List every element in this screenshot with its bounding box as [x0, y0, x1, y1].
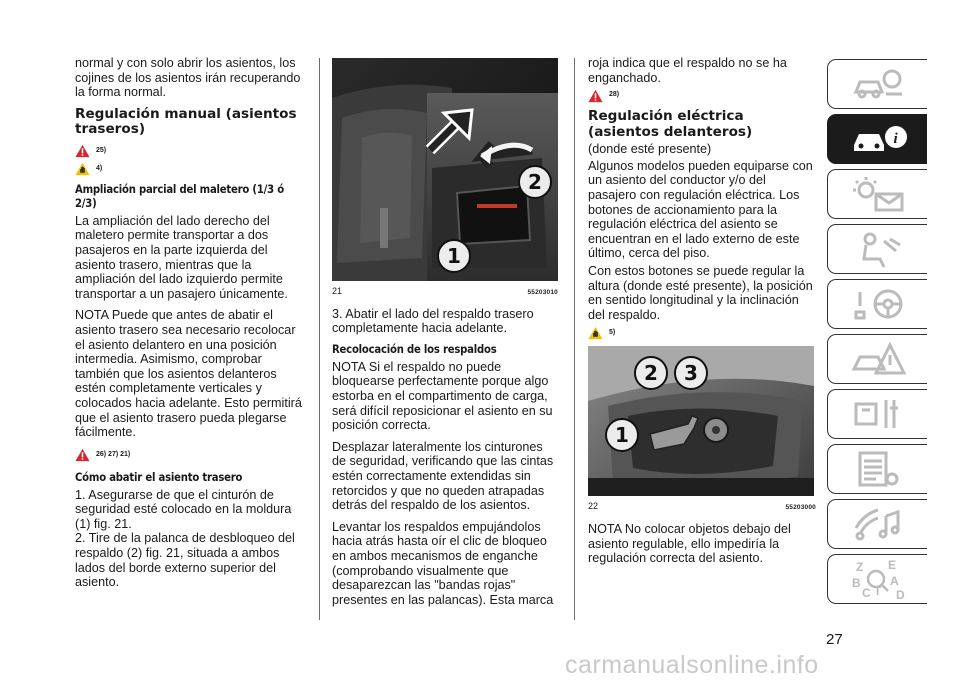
figure-caption	[332, 284, 558, 301]
warning-ref-label: 28)	[609, 91, 620, 99]
index-letter: B	[851, 576, 861, 590]
intro-paragraph: normal y con solo abrir los asientos, los cojines de los asientos irán recuperando la forma normal.	[75, 56, 301, 100]
caution-ref-label: 4)	[96, 164, 103, 172]
figure-21-photo	[332, 58, 558, 281]
tools-icon	[846, 394, 910, 434]
column-divider	[319, 58, 320, 620]
warning-ref[interactable]	[75, 448, 307, 463]
tab-specs[interactable]	[827, 444, 927, 494]
tab-lights-mail[interactable]	[827, 169, 927, 219]
heading-fold-seat: Cómo abatir el asiento trasero	[75, 470, 243, 484]
heading-partial-expansion: Ampliación parcial del maletero (1/3 ó 2/3)	[75, 182, 284, 210]
car-info-icon	[846, 119, 910, 159]
models-paragraph: Algunos modelos pueden equiparse con un asiento del conductor y/o del pasajero con regulación eléctrica. Los botones de accionamiento para la regulación eléctrica del asiento se encuentran en el lado externo de este último, cerca del piso.	[588, 158, 813, 261]
figure-number: 21	[332, 286, 343, 296]
watermark-text: carmanualsonline.info	[565, 651, 819, 679]
specs-sheet-icon	[846, 449, 910, 489]
note-paragraph: NOTA Puede que antes de abatir el asiento trasero sea necesario recolocar el asiento delantero en una posición intermedia. Asimismo, comprobar también que los asientos delanteros estén completamente verticales y colocados hacia adelante. Esto permitirá que el asiento trasero pueda plegarse fácilmente.	[75, 308, 302, 440]
figure-number: 22	[588, 501, 599, 512]
note-paragraph: NOTA Si el respaldo no puede bloquearse perfectamente porque algo estorba en el compartimento de carga, será difícil reposicionar el asiento en su posición correcta.	[332, 359, 553, 433]
tab-dashboard[interactable]	[827, 59, 927, 109]
emergency-car-icon	[846, 339, 910, 379]
danger-triangle-icon	[75, 144, 90, 158]
red-mark-paragraph: roja indica que el respaldo no se ha enganchado.	[588, 56, 787, 85]
warning-ref[interactable]	[75, 144, 307, 159]
raise-paragraph: Levantar los respaldos empujándolos hacia atrás hasta oír el clic de bloqueo en ambos mecanismos de enganche (comprobando visualmente que desaparezcan las "bandas rojas" presentes en las palancas). Esta marca	[332, 519, 554, 607]
figure-code: 55203000	[785, 504, 816, 512]
warning-ref-label: 25)	[96, 146, 107, 154]
heading-reposition: Recolocación de los respaldos	[332, 342, 497, 356]
belts-paragraph: Desplazar lateralmente los cinturones de seguridad, verificando que las cintas estén correctamente extendidas sin retorcidos y que no queden atrapadas detrás del respaldo de los asientos.	[332, 439, 554, 513]
step-2: 2. Tire de la palanca de desbloqueo del respaldo (2) fig. 21, situada a ambos lados del borde externo superior del asiento.	[75, 531, 295, 590]
airbag-seat-icon	[846, 229, 910, 269]
callout-badge: 2	[518, 165, 552, 199]
index-letter: C	[861, 586, 871, 600]
caution-hand-icon	[588, 326, 603, 340]
step-1: 1. Asegurarse de que el cinturón de seguridad esté colocado en la moldura (1) fig. 21.	[75, 487, 292, 531]
index-letter: T	[873, 584, 881, 598]
alphabet-index-icon	[846, 557, 910, 601]
step-3: 3. Abatir el lado del respaldo trasero completamente hacia adelante.	[332, 306, 534, 336]
tab-tools[interactable]	[827, 389, 927, 439]
caution-ref[interactable]	[588, 325, 816, 340]
callout-badge: 3	[674, 356, 708, 390]
svg-text:i: i	[893, 131, 898, 147]
index-letter: E	[887, 558, 896, 572]
tab-emergency[interactable]	[827, 334, 927, 384]
figure-caption	[588, 499, 816, 516]
buttons-paragraph: Con estos botones se puede regular la altura (donde esté presente), la posición en sentido longitudinal y la inclinación del respaldo.	[588, 263, 813, 322]
column-3	[588, 56, 816, 573]
heading-electric-regulation: Regulación eléctrica (asientos delanteros)	[588, 108, 753, 140]
tab-multimedia[interactable]	[827, 499, 927, 549]
callout-badge: 1	[605, 418, 639, 452]
tab-car-info[interactable]	[827, 114, 927, 164]
danger-triangle-icon	[75, 448, 90, 462]
dashboard-icons-icon	[846, 64, 910, 104]
column-1	[75, 56, 307, 597]
caution-ref[interactable]	[75, 162, 307, 177]
warning-ref[interactable]	[588, 88, 816, 103]
caution-hand-icon	[75, 162, 90, 176]
warning-ref-label: 26) 27) 21)	[96, 450, 131, 458]
steering-wheel-icon	[846, 284, 910, 324]
tab-airbag-seat[interactable]	[827, 224, 927, 274]
where-present: (donde esté presente)	[588, 142, 712, 157]
caution-ref-label: 5)	[609, 328, 616, 336]
partial-expansion-text: La ampliación del lado derecho del maletero permite transportar a dos pasajeros en la parte izquierda del asiento trasero, mientras que la ampliación del lado izquierdo permite transportar a un pasajero únicamente.	[75, 213, 288, 301]
tab-alphabet-index[interactable]	[827, 554, 927, 604]
index-letter: D	[895, 588, 905, 601]
page-number: 27	[826, 631, 843, 648]
heading-manual-regulation: Regulación manual (asientos traseros)	[75, 105, 297, 138]
lights-mail-icon	[846, 174, 910, 214]
column-2	[332, 58, 558, 614]
danger-triangle-icon	[588, 89, 603, 103]
column-divider	[574, 58, 575, 620]
tab-steering[interactable]	[827, 279, 927, 329]
note-paragraph: NOTA No colocar objetos debajo del asiento regulable, ello impediría la regulación correcta del asiento.	[588, 521, 791, 566]
figure-22-photo	[588, 346, 814, 496]
callout-badge: 1	[437, 239, 471, 273]
figure-code: 55203010	[527, 289, 558, 296]
multimedia-icon	[846, 504, 910, 544]
index-letter: A	[889, 574, 899, 588]
callout-badge: 2	[634, 356, 668, 390]
index-letter: Z	[855, 560, 863, 574]
